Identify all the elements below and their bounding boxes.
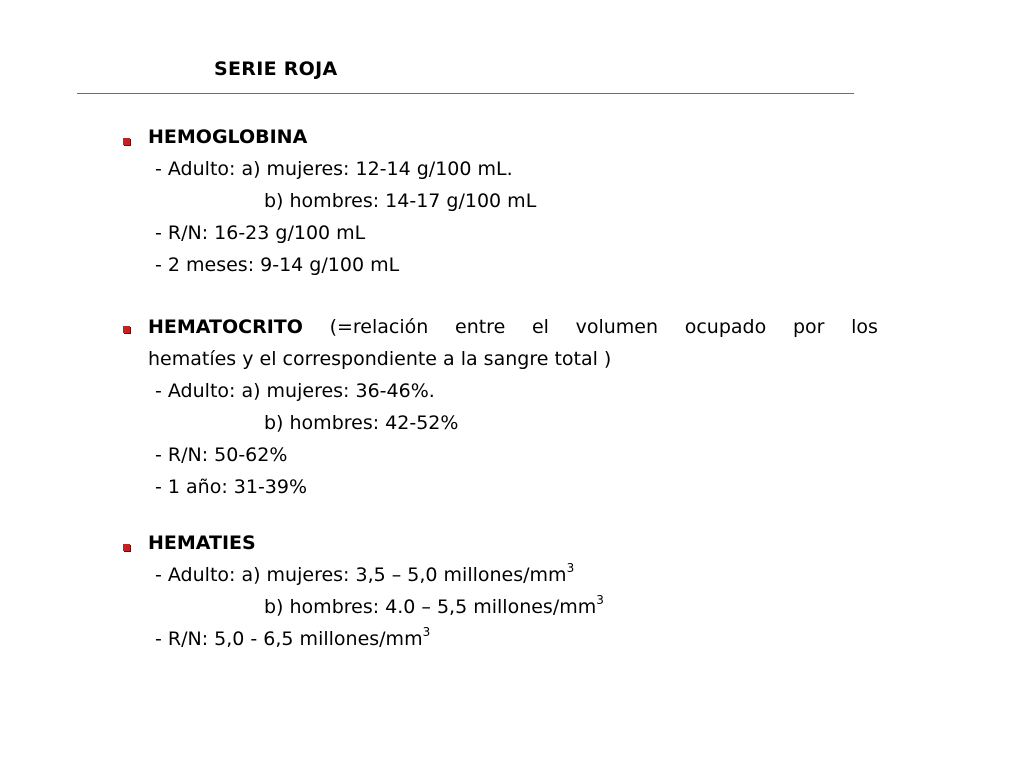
hematocrito-heading-row	[148, 315, 878, 339]
description-word: ocupado	[684, 316, 767, 338]
description-word: volumen	[575, 316, 659, 338]
superscript-3: 3	[566, 561, 575, 575]
hemoglobina-line-adult-women: - Adulto: a) mujeres: 12-14 g/100 mL.	[155, 158, 513, 180]
hematocrito-line-adult-women: - Adulto: a) mujeres: 36-46%.	[155, 380, 435, 402]
description-word: el	[531, 316, 549, 338]
description-word: por	[792, 316, 825, 338]
hematies-line-adult-men	[264, 595, 604, 619]
hematies-line-adult-women	[155, 563, 574, 587]
section-heading-hemoglobina: HEMOGLOBINA	[148, 126, 308, 148]
square-bullet-icon	[123, 138, 130, 145]
hematies-line-newborn-text: - R/N: 5,0 - 6,5 millones/mm	[155, 628, 423, 650]
hemoglobina-line-adult-men: b) hombres: 14-17 g/100 mL	[264, 190, 537, 212]
square-bullet-icon	[123, 326, 130, 333]
hemoglobina-line-newborn: - R/N: 16-23 g/100 mL	[155, 222, 366, 244]
section-heading-hematies: HEMATIES	[148, 532, 256, 554]
square-bullet-icon	[123, 544, 130, 551]
hematies-line-adult-women-text: - Adulto: a) mujeres: 3,5 – 5,0 millones/mm	[155, 564, 567, 586]
section-heading-hematocrito: HEMATOCRITO	[148, 316, 303, 338]
description-word: los	[851, 316, 878, 338]
hemoglobina-line-2-months: - 2 meses: 9-14 g/100 mL	[155, 254, 400, 276]
hematocrito-description-cont: hematíes y el correspondiente a la sangre total )	[148, 348, 612, 370]
title-divider	[77, 93, 854, 94]
superscript-3: 3	[596, 593, 604, 607]
hematocrito-line-adult-men: b) hombres: 42-52%	[264, 412, 459, 434]
hematies-line-newborn	[155, 627, 430, 651]
hematocrito-line-newborn: - R/N: 50-62%	[155, 444, 288, 466]
slide-title: SERIE ROJA	[214, 58, 338, 80]
hematocrito-line-1-year: - 1 año: 31-39%	[155, 476, 308, 498]
description-word: entre	[455, 316, 506, 338]
description-word: (=relación	[329, 316, 429, 338]
superscript-3: 3	[422, 625, 431, 639]
hematies-line-adult-men-text: b) hombres: 4.0 – 5,5 millones/mm	[264, 596, 597, 618]
